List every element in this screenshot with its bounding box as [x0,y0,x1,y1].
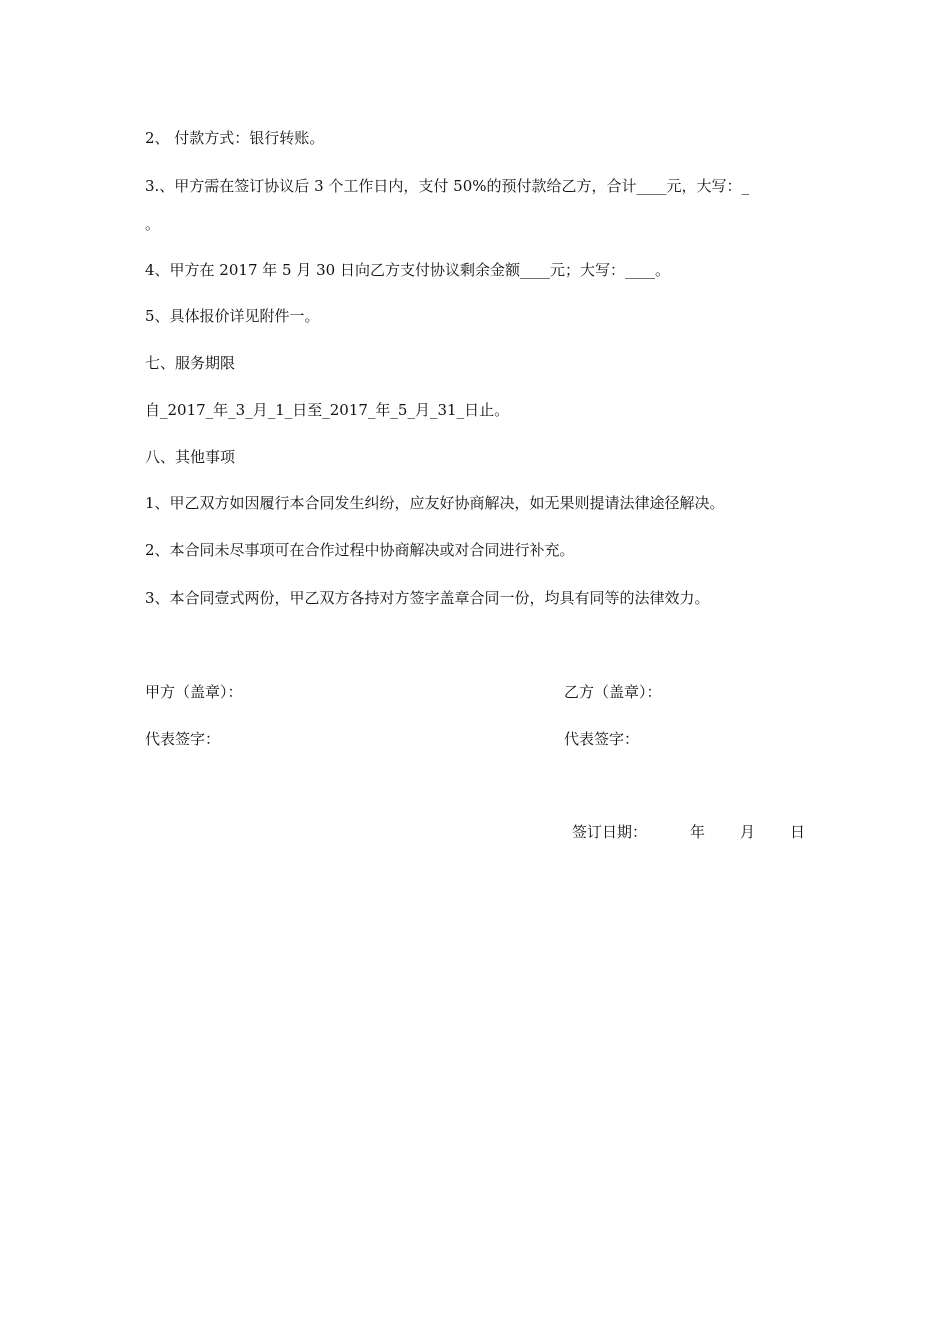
dispute-resolution-item: 1、甲乙双方如因履行本合同发生纠纷，应友好协商解决，如无果则提请法律途径解决。 [145,494,725,512]
party-b-representative-label: 代表签字： [564,730,640,748]
copies-item: 3、本合同壹式两份，甲乙双方各持对方签字盖章合同一份，均具有同等的法律效力。 [145,589,710,607]
quotation-reference-item: 5、具体报价详见附件一。 [145,307,320,325]
party-b-seal-label: 乙方（盖章）： [564,683,662,701]
service-period-heading: 七、服务期限 [145,354,236,372]
signing-date-label: 签订日期： [572,823,648,841]
advance-payment-item: 3.、甲方需在签订协议后 3 个工作日内，支付 50%的预付款给乙方，合计____元，大写：_ [145,177,750,195]
party-a-seal-label: 甲方（盖章）： [145,683,243,701]
remaining-payment-item: 4、甲方在 2017 年 5 月 30 日向乙方支付协议剩余金额____元；大写：____。 [145,261,670,279]
supplement-item: 2、本合同未尽事项可在合作过程中协商解决或对合同进行补充。 [145,541,575,559]
party-a-representative-label: 代表签字： [145,730,221,748]
signing-date-month: 月 [740,823,756,841]
signing-date-year: 年 [690,823,706,841]
service-period-text: 自_2017_年_3_月_1_日至_2017_年_5_月_31_日止。 [145,401,510,419]
advance-payment-item-continuation: 。 [145,215,161,233]
payment-method-item: 2、 付款方式：银行转账。 [145,129,325,147]
signing-date-day: 日 [790,823,806,841]
other-matters-heading: 八、其他事项 [145,448,236,466]
